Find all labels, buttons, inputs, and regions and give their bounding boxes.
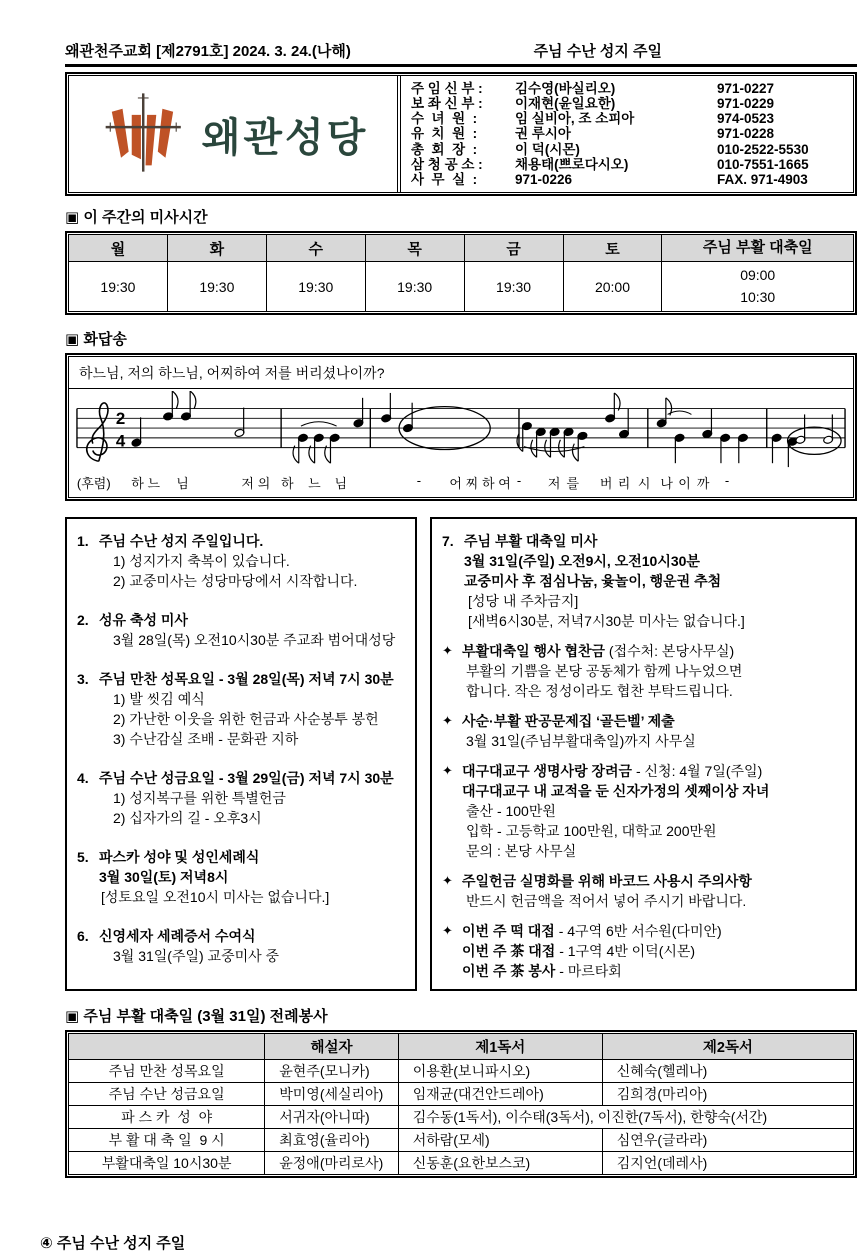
church-info-box <box>65 72 857 196</box>
music-staff <box>73 391 849 471</box>
time-signature-top: 2 <box>115 409 126 429</box>
issue-title: 왜관천주교회 [제2791호] 2024. 3. 24.(나해) <box>65 43 351 60</box>
contact-row: 주 임 신 부 : 김수영(바실리오) 971-0227 <box>411 81 775 96</box>
announcement-item: ✦ 사순·부활 판공문제집 ‘골든벨’ 제출 3월 31일(주님부활대축일)까지 사무실 <box>442 713 696 749</box>
page-footer: ④ 주님 수난 성지 주일 <box>40 1235 186 1252</box>
mass-times-table <box>68 234 854 312</box>
announcement-item: 3. 주님 만찬 성목요일 - 3월 28일(목) 저녁 7시 30분 1) 발 씻김 예식 2) 가난한 이웃을 위한 헌금과 사순봉투 봉헌 3) 수난감실 조배 - 문화관 지하 <box>77 671 394 747</box>
contact-row: 삼 청 공 소 : 채용태(쁘로다시오) 010-7551-1665 <box>411 156 809 172</box>
contact-list <box>401 76 853 192</box>
lyric-syllable: 버 <box>599 476 613 491</box>
diamond-bullet-icon: ✦ <box>442 923 453 938</box>
announcement-item: ✦ 부활대축일 행사 협찬금 (접수처: 본당사무실) 부활의 기쁨을 본당 공동체가 함께 나누었으면 합니다. 작은 정성이라도 협찬 부탁드립니다. <box>442 643 743 699</box>
diamond-bullet-icon: ✦ <box>442 643 453 658</box>
mass-times-box <box>65 231 857 315</box>
mass-time-mon: 19:30 <box>69 262 168 312</box>
announcement-item: 5. 파스카 성야 및 성인세례식 3월 30일(토) 저녁8시 [성토요일 오전10시 미사는 없습니다.] <box>77 849 330 905</box>
liturgy-header-blank <box>69 1034 265 1060</box>
announcement-item: 7. 주님 부활 대축일 미사 3월 31일(주일) 오전9시, 오전10시30분 교중미사 후 점심나눔, 윷놀이, 행운권 추첨 [성당 내 주차금지] [새벽6시30분, 저녁7시30분 미사는 없습니다.] <box>442 533 745 629</box>
mass-header-fri: 금 <box>464 235 563 262</box>
announcements-right-column <box>430 517 857 991</box>
lyric-syllable: 님 <box>334 476 348 491</box>
announcement-item: 4. 주님 수난 성금요일 - 3월 29일(금) 저녁 7시 30분 1) 성지복구를 위한 특별헌금 2) 십자가의 길 - 오후3시 <box>77 770 394 826</box>
announcement-item: 2. 성유 축성 미사 3월 28일(목) 오전10시30분 주교좌 범어대성당 <box>77 612 396 648</box>
mass-header-thu: 목 <box>365 235 464 262</box>
contact-row: 보 좌 신 부 : 이재현(윤일요한) 971-0229 <box>411 96 775 112</box>
psalm-title: ▣ 화답송 <box>65 331 127 348</box>
table-row: 부 활 대 축 일 9 시 최효영(율리아) 서하람(모세) 심연우(글라라) <box>69 1129 854 1152</box>
mass-time-fri: 19:30 <box>464 262 563 312</box>
lyric-syllable: 님 <box>176 476 189 491</box>
table-row: 주님 만찬 성목요일 윤현주(모니카) 이용환(보니파시오) 신혜숙(헬레나) <box>69 1060 854 1083</box>
liturgy-header-commentator: 해설자 <box>265 1034 398 1060</box>
liturgy-header-reading1: 제1독서 <box>398 1034 602 1060</box>
church-logo <box>69 76 397 192</box>
treble-clef-icon <box>87 403 108 461</box>
lyric-syllable: - <box>416 473 422 488</box>
lyric-syllable: - <box>516 473 522 488</box>
lyric-syllable: 찌 <box>465 476 479 491</box>
lyric-syllable: 저 <box>547 476 561 491</box>
lyric-syllable: 하 <box>280 476 294 491</box>
lyric-syllable: 나 <box>660 476 673 491</box>
psalm-refrain-text: 하느님, 저의 하느님, 어찌하여 저를 버리셨나이까? <box>69 357 853 389</box>
mass-header-tue: 화 <box>167 235 266 262</box>
table-row: 부활대축일 10시30분 윤정애(마리로사) 신동훈(요한보스코) 김지언(데레사) <box>69 1152 854 1175</box>
table-row: 파 스 카 성 야 서귀자(아니따) 김수동(1독서), 이수태(3독서), 이진한(7독서), 한향숙(서간) <box>69 1106 854 1129</box>
church-name-logo-text: 왜관성당 <box>201 115 369 160</box>
feast-title: 주님 수난 성지 주일 <box>533 43 662 60</box>
lyric-syllable: 의 <box>257 476 271 491</box>
mass-header-wed: 수 <box>266 235 365 262</box>
header-line <box>65 40 857 67</box>
announcements <box>65 517 857 991</box>
mass-header-sat: 토 <box>563 235 662 262</box>
liturgy-table <box>68 1033 854 1175</box>
announcement-item: ✦ 주일헌금 실명화를 위해 바코드 사용시 주의사항 반드시 헌금액을 적어서 넣어 주시기 바랍니다. <box>442 873 752 909</box>
mass-time-easter: 09:00 10:30 <box>662 262 854 312</box>
psalm-box <box>65 353 857 501</box>
lyric-syllable: 까 <box>696 476 710 491</box>
mass-time-thu: 19:30 <box>365 262 464 312</box>
liturgy-box <box>65 1030 857 1178</box>
mass-header-mon: 월 <box>69 235 168 262</box>
lyric-syllable: 리 <box>617 476 631 491</box>
contact-row: 사 무 실 : 971-0226 FAX. 971-4903 <box>411 171 808 187</box>
lyric-syllable: - <box>724 473 730 488</box>
lyric-syllable: 저 <box>241 476 254 491</box>
church-crown-cross-logo <box>98 86 190 182</box>
mass-time-wed: 19:30 <box>266 262 365 312</box>
mass-time-tue: 19:30 <box>167 262 266 312</box>
lyric-syllable: 느 <box>308 476 321 491</box>
mass-time-sat: 20:00 <box>563 262 662 312</box>
announcement-item: 6. 신영세자 세례증서 수여식 3월 31일(주일) 교중미사 중 <box>77 928 280 964</box>
contact-row: 수 녀 원 : 임 실비아, 조 소피아 974-0523 <box>411 111 775 127</box>
psalm-lyrics <box>73 471 849 493</box>
lyric-syllable: 여 <box>498 476 511 491</box>
diamond-bullet-icon: ✦ <box>442 873 453 888</box>
lyric-syllable: 어 <box>449 476 462 491</box>
diamond-bullet-icon: ✦ <box>442 763 453 778</box>
diamond-bullet-icon: ✦ <box>442 713 453 728</box>
lyric-syllable: 를 <box>566 476 580 491</box>
contact-row: 유 치 원 : 권 루시아 971-0228 <box>411 126 775 142</box>
announcements-left-column <box>65 517 417 991</box>
announcement-item: ✦ 이번 주 떡 대접 - 4구역 6반 서수원(다미안) 이번 주 茶 대접 - 1구역 4반 이덕(시몬) 이번 주 茶 봉사 - 마르타회 <box>442 923 722 979</box>
time-signature-bottom: 4 <box>115 431 126 451</box>
contact-row: 총 회 장 : 이 덕(시몬) 010-2522-5530 <box>411 141 809 157</box>
music-notation <box>69 389 853 497</box>
liturgy-title: ▣ 주님 부활 대축일 (3월 31일) 전례봉사 <box>65 1008 328 1025</box>
lyric-syllable: 하 <box>131 476 144 491</box>
bulletin-page <box>40 0 857 1253</box>
lyric-syllable: 하 <box>481 476 495 491</box>
announcement-item: ✦ 대구대교구 생명사랑 장려금 - 신청: 4월 7일(주일) 대구대교구 내 교적을 둔 신자가정의 셋째이상 자녀 출산 - 100만원 입학 - 고등학교 100만원, 대학교 200만원 문의 : 본당 사무실 <box>442 763 770 859</box>
liturgy-header-reading2: 제2독서 <box>602 1034 853 1060</box>
table-row: 주님 수난 성금요일 박미영(세실리아) 임재균(대건안드레아) 김희경(마리아) <box>69 1083 854 1106</box>
lyric-syllable: 느 <box>147 476 161 491</box>
mass-times-title: ▣ 이 주간의 미사시간 <box>65 209 208 226</box>
mass-header-easter: 주님 부활 대축일 <box>662 235 854 262</box>
lyric-syllable: 시 <box>637 476 651 491</box>
announcement-item: 1. 주님 수난 성지 주일입니다. 1) 성지가지 축복이 있습니다. 2) 교중미사는 성당마당에서 시작합니다. <box>77 533 358 589</box>
lyric-syllable: (후렴) <box>76 476 111 491</box>
lyric-syllable: 이 <box>678 476 691 491</box>
